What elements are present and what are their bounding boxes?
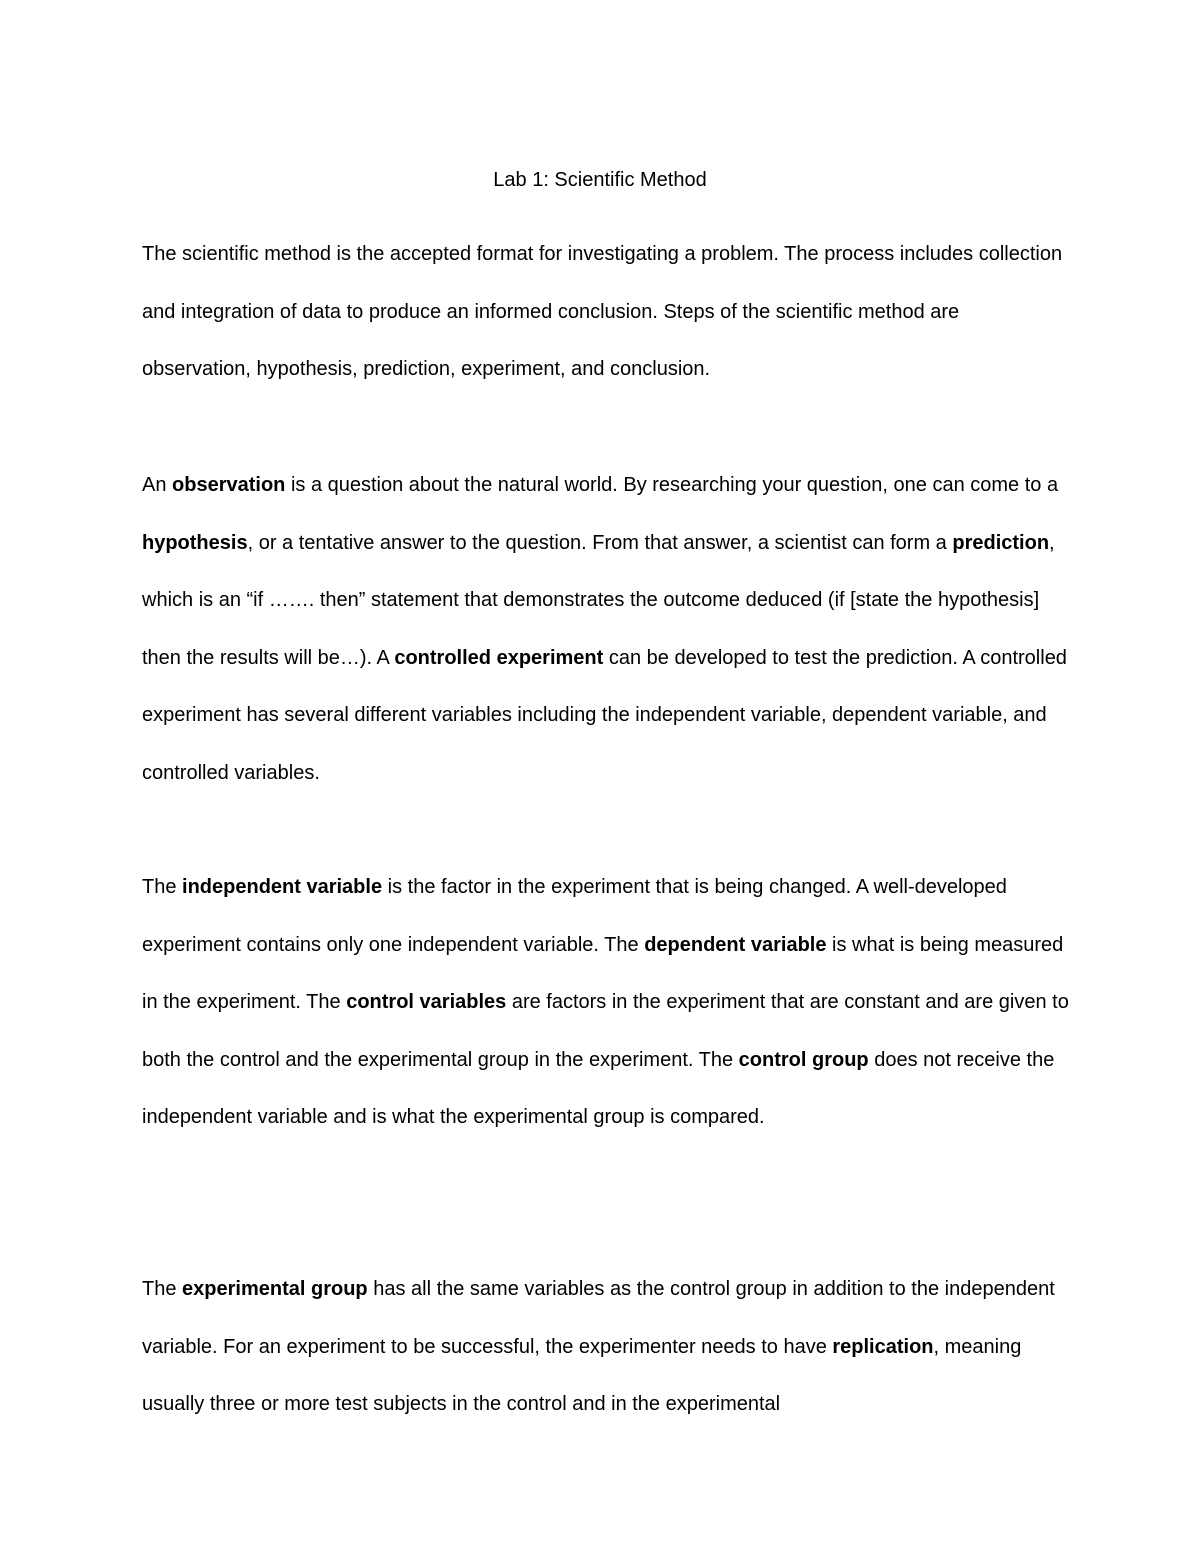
text-run: The [142,1278,183,1300]
term-dependent-variable: dependent variable [644,933,827,956]
term-control-variables: control variables [346,991,507,1014]
text-run: The scientific method is the accepted format for investigating a problem. The process includes collection and integration of data to produce an informed conclusion. Steps of the scientific method are observation, hypothesis, prediction, experiment, and conclusion. [142,243,1063,381]
term-observation: observation [172,474,286,496]
text-run: An [142,474,173,496]
term-hypothesis: hypothesis [142,531,248,554]
text-run: are factors in the experiment that are constant and are given to both the control and the experimental group in the experiment. The [142,991,1069,1071]
term-independent-variable: independent variable [182,876,383,898]
paragraph-variables [142,859,1072,1147]
text-run: , which is an “if ……. then” statement that demonstrates the outcome deduced (if [state the hypothesis] then the results will be…). A [142,531,1055,669]
term-prediction: prediction [952,531,1050,554]
text-run: can be developed to test the prediction. A controlled experiment has several different variables including the independent variable, dependent variable, and controlled variables. [142,646,1067,784]
term-controlled-experiment: controlled experiment [394,646,604,669]
text-run: The [142,876,183,898]
paragraph-scientific-method [142,226,1072,399]
term-replication: replication [832,1335,934,1358]
document-title: Lab 1: Scientific Method [493,169,707,191]
paragraph-experimental-group [142,1261,1072,1434]
text-run: , meaning usually three or more test subjects in the control and in the experimental [142,1335,1022,1416]
text-run: has all the same variables as the control group in addition to the independent variable. For an experiment to be successful, the experimenter needs to have [142,1278,1055,1358]
text-run: is what is being measured in the experiment. The [142,933,1064,1014]
paragraph-observation [142,457,1072,803]
text-run: , or a tentative answer to the question. From that answer, a scientist can form a [247,531,953,554]
term-control-group: control group [738,1048,869,1071]
text-run: is the factor in the experiment that is being changed. A well-developed experiment contains only one independent variable. The [142,876,1007,956]
text-run: does not receive the independent variable and is what the experimental group is compared. [142,1048,1055,1129]
text-run: is a question about the natural world. By researching your question, one can come to a [285,474,1059,496]
term-experimental-group: experimental group [182,1278,368,1300]
